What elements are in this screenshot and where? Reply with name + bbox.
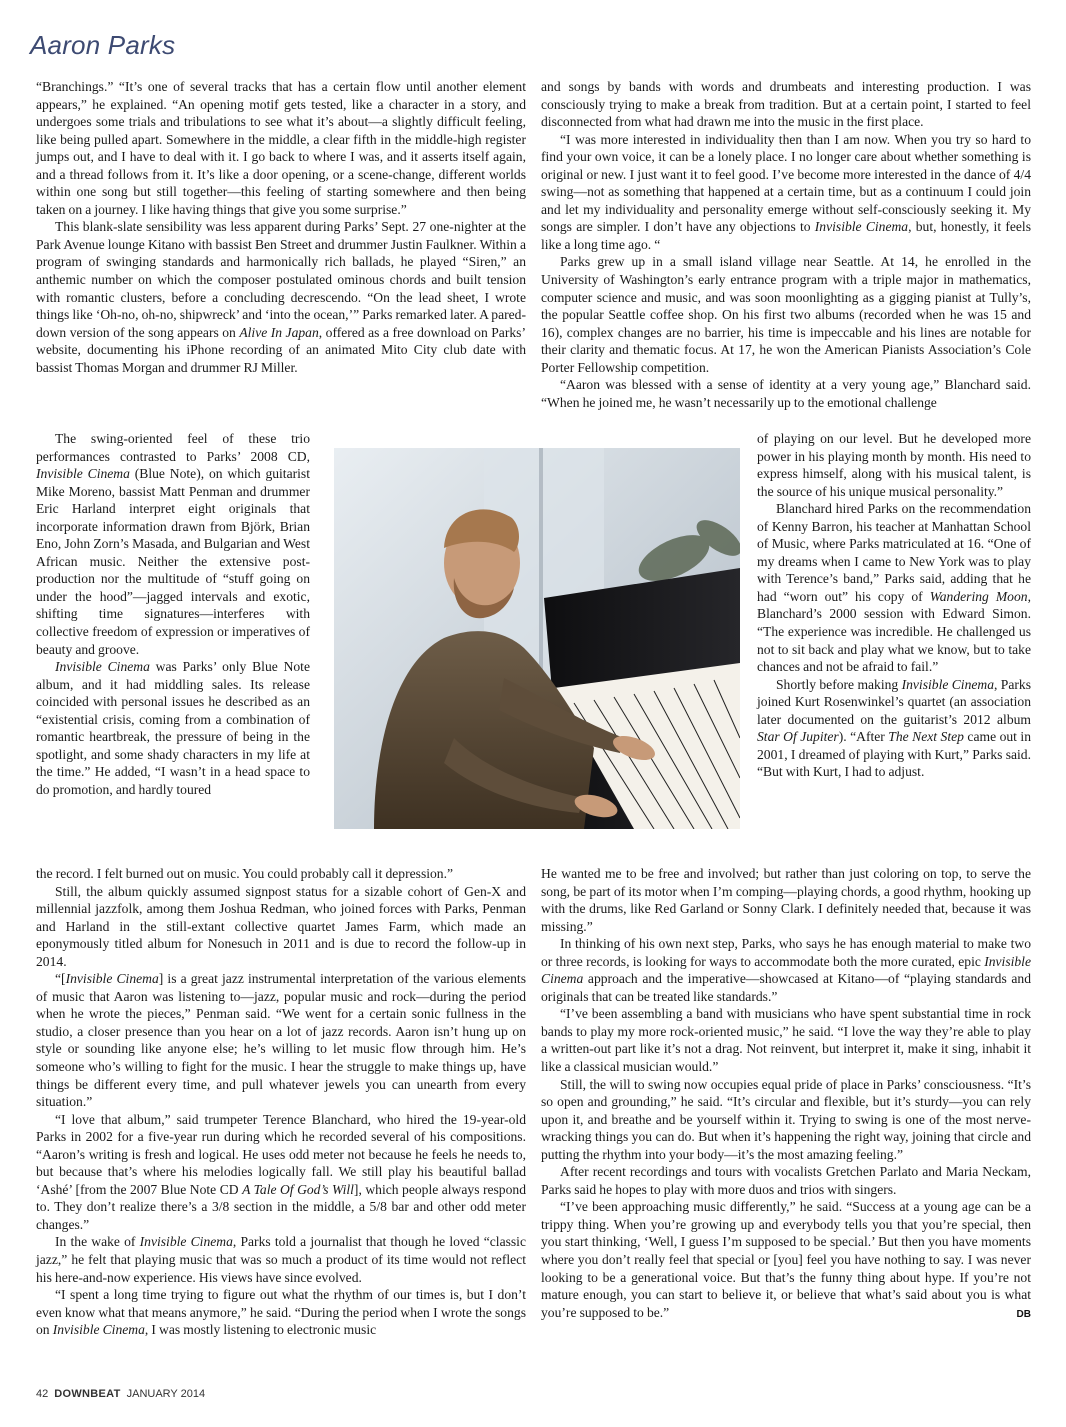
text-run: This blank-slate sensibility was less apparent during Parks’ Sept. 27 one-nighter at the Park Avenue lounge Kitano with bassist Ben Street and drummer Justin Faulkner. Within a program of swinging standards and harmonically rich ballads, he played “Siren,” an anthemic number on which the composer postulated ominous chords and built tension with romantic clusters, before a concluding decrescendo. “On the lead sheet, I wrote things like ‘Oh-no, oh-no, shipwreck’ and ‘into the ocean,’” Parks remarked later. A pared-down version of the song appears on: [36, 219, 526, 340]
album-title: Star Of Jupiter: [757, 729, 839, 745]
text-run: ], which people always respond to. They don’t realize there’s a 3/8 section in the middle, a 5/8 bar and other odd meter changes.”: [36, 1181, 526, 1232]
paragraph: the record. I felt burned out on music. You could probably call it depression.”: [36, 866, 454, 881]
text-run: The swing-oriented feel of these trio performances contrasted to Parks’ 2008 CD,: [36, 431, 310, 464]
album-title: Invisible Cinema: [55, 659, 150, 675]
album-title: Alive In Japan: [239, 324, 319, 340]
page-header-title: Aaron Parks: [30, 30, 176, 60]
right-column-narrow: [757, 430, 1031, 781]
album-title: Invisible Cinema: [541, 953, 1031, 987]
paragraph: [36, 430, 310, 658]
text-run: In thinking of his own next step, Parks, who says he has enough material to make two or three records, is looking for ways to accommodate both the more curated, epic: [541, 936, 1031, 969]
left-column-bottom: [36, 865, 526, 1339]
paragraph: [757, 676, 1031, 781]
album-title: Invisible Cinema: [65, 971, 159, 987]
paragraph: and songs by bands with words and drumbeats and interesting production. I was consciously trying to make a break from tradition. But at a certain point, I started to feel disconnected from what had drawn me into the music in the first place.: [541, 79, 1031, 130]
right-column-bottom: [541, 865, 1031, 1323]
paragraph: [36, 1111, 526, 1234]
paragraph: [36, 1286, 526, 1339]
paragraph: of playing on our level. But he developed more power in his playing month by month. His need to express himself, along with his musical talent, is the source of his unique musical personality.”: [757, 431, 1031, 499]
magazine-name: DOWNBEAT: [54, 1388, 121, 1400]
paragraph: “I’ve been assembling a band with musicians who have spent substantial time in rock bands to play my more rock-oriented music,” he said. “I love the way they’re able to play a written-out part like it’s not a drag. Not reinvent, but interpret it, make it sing, inhabit it like a classical musician would.”: [541, 1006, 1031, 1075]
paragraph: [36, 1233, 526, 1286]
text-run: Shortly before making: [776, 676, 902, 692]
text-run: approach and the imperative—showcased at Kitano—of “playing standards and originals that can be treated like standards.”: [541, 971, 1031, 1004]
text-run: was Parks’ only Blue Note album, and it had middling sales. Its release coincided with personal issues he described as an “existential crisis, coming from a combination of romantic heartbreak, the pressure of being in the spotlight, and some shady characters in my life at the time.” He added, “I wasn’t in a head space to do promotion, and hardly toured: [36, 659, 310, 797]
album-title: Wandering Moon: [929, 588, 1028, 604]
album-title: Invisible Cinema: [139, 1234, 233, 1250]
album-title: Invisible Cinema: [814, 219, 909, 235]
text-run: “I was more interested in individuality then than I am now. When you try so hard to find your own voice, it can be a lonely place. I no longer care about whether something is original or new. I just want it to feel good. I’ve become more interested in the dance of 4/4 swing—not as something that happened at a certain time, but as a continuum I could join and let my individuality and personality emerge without self-consciously seeking it. My songs are simpler. I don’t have any objections to: [541, 131, 1031, 235]
paragraph: Still, the will to swing now occupies equal pride of place in Parks’ consciousness. “It’s so open and grounding,” he said. “It’s circular and flexible, but it’s sturdy—you can rely upon it, and breathe and be yourself within it. Trying to swing is one of the most nerve-wracking things you can do. But when it’s happening the right way, joining that circle and putting the rhythm into your body—it’s the most amazing feeling.”: [541, 1076, 1031, 1162]
text-run: , but, honestly, it feels like a long time ago. “: [541, 219, 1031, 252]
paragraph: “Aaron was blessed with a sense of identity at a very young age,” Blanchard said. “When he joined me, he wasn’t necessarily up to the emotional challenge: [541, 377, 1031, 410]
left-column-top: [36, 78, 526, 376]
album-title: Invisible Cinema: [52, 1322, 145, 1338]
text-run: came out in 2001, I dreamed of playing with Kurt,” Parks said. “But with Kurt, I had to adjust.: [757, 729, 1031, 780]
paragraph: Still, the album quickly assumed signpost status for a sizable cohort of Gen-X and millennial jazzfolk, among them Joshua Redman, who joined forces with Parks, Penman and Harland in the still-extant collective quartet James Farm, which made an eponymously titled album for Nonesuch in 2011 and is due to record the follow-up in 2014.: [36, 883, 526, 969]
text-run: ). “After: [838, 729, 889, 745]
text-run: , Blanchard’s 2000 session with Edward Simon. “The experience was incredible. He challenged us not to sit back and play what we know, but to take chances and not be afraid to fail.”: [757, 588, 1031, 675]
album-title: A Tale Of God’s Will: [242, 1181, 354, 1197]
paragraph: [36, 218, 526, 376]
text-run: In the wake of: [55, 1234, 140, 1250]
paragraph: Parks grew up in a small island village near Seattle. At 14, he enrolled in the University of Washington’s early entrance program with a triple major in mathematics, computer science and music, and was soon moonlighting as a gigging pianist at Tully’s, the popular Seattle coffee shop. On his first two albums (recorded when he was 15 and 16), complex changes are no barrier, his time is impeccable and his lines are notable for their clarity and thematic focus. At 17, he won the American Pianists Association’s Cole Porter Fellowship competition.: [541, 254, 1031, 375]
text-run: (Blue Note), on which guitarist Mike Moreno, bassist Matt Penman and drummer Eric Harland interpret eight originals that incorporate information drawn from Björk, Brian Eno, John Zorn’s Masada, and Bulgarian and West African music. Neither the extensive post-production nor the multitude of “stuff going on under the hood”—jagged intervals and exotic, shifting time signatures—interferes with collective freedom of expression or imperatives of beauty and groove.: [36, 466, 310, 657]
text-run: “[: [55, 971, 66, 987]
text-run: “I love that album,” said trumpeter Terence Blanchard, who hired the 19-year-old Parks in 2002 for a five-year run during which he recorded several of his compositions. “Aaron’s writing is fresh and logical. He uses odd meter not because he feels he needs to, but because that’s where his melodies logically fall. We still play his beautiful ballad ‘Ashé’ [from the 2007 Blue Note CD: [36, 1111, 526, 1197]
paragraph: [541, 935, 1031, 1005]
paragraph: [541, 131, 1031, 254]
end-mark: DB: [1016, 1308, 1031, 1320]
album-title: Invisible Cinema: [901, 676, 995, 692]
paragraph: [36, 658, 310, 798]
paragraph: He wanted me to be free and involved; but rather than just coloring on top, to serve the song, be part of its motor when I’m comping—playing chords, a good rhythm, hooking up with the drums, like Red Garland or Sonny Clark. I definitely needed that, because it was missing.”: [541, 866, 1031, 934]
paragraph: After recent recordings and tours with vocalists Gretchen Parlato and Maria Neckam, Parks said he hopes to play with more duos and trios with singers.: [541, 1164, 1031, 1197]
paragraph: “Branchings.” “It’s one of several tracks that has a certain flow until another element appears,” he explained. “An opening motif gets tested, like a character in a story, and undergoes some trials and tribulations to see what it’s about—a slightly difficult feeling, like being pulled apart. Somewhere in the middle, a clear fifth in the middle-high register jumps out, and I have to deal with it. I go back to where I was, and it asserts itself again, and a thread follows from it. It’s like a door opening, or a scene-change, different worlds within one song but still together—this feeling of starting somewhere and then being taken on a journey. I like having things that give you some surprise.”: [36, 79, 526, 217]
page-footer: [36, 1388, 205, 1400]
text-run: “I spent a long time trying to figure out what the rhythm of our times is, but I don’t even know what that means anymore,” he said. “During the period when I wrote the songs on: [36, 1287, 526, 1338]
page-number: 42: [36, 1388, 49, 1400]
text-run: , I was mostly listening to electronic music: [144, 1322, 377, 1338]
text-run: , Parks told a journalist that though he loved “classic jazz,” he felt that playing music that was so much a product of its time would not reflect his here-and-now experience. His views have since evolved.: [36, 1234, 526, 1285]
text-run: “I’ve been approaching music differently,” he said. “Success at a young age can be a trippy thing. When you’re growing up and everybody tells you that you’re special, then you start thinking, ‘Well, I guess I’m supposed to be special.’ But then you have moments where you don’t really feel that special or [you] feel you have nothing to say. I was never looking to be a generational voice. But that’s the funny thing about hype. If you’re not mature enough, you can start to believe it, or believe that what’s said about you is what you’re supposed to be.”: [541, 1199, 1031, 1320]
paragraph: [36, 970, 526, 1110]
album-title: Invisible Cinema: [36, 466, 130, 482]
text-run: , offered as a free download on Parks’ website, documenting his iPhone recording of an animated Mito City club date with bassist Thomas Morgan and drummer RJ Miller.: [36, 324, 526, 375]
photo-illustration: [334, 448, 740, 829]
album-title: The Next Step: [888, 729, 964, 745]
text-run: ] is a great jazz instrumental interpretation of the various elements of music that Aaron was listening to—jazz, popular music and rock—during the period when he wrote the pieces,” Penman said. “We went for a certain sonic fullness in the studio, a closer presence than you hear on a lot of jazz records. Aaron isn’t hung up on style or sounding like anyone else; he’s willing to let music flow through him. He’s someone who’s willing to fight for the music. I hear the struggle to make things up, have things be different every time, and pull whatever jewels you can unearth from every situation.”: [36, 971, 526, 1110]
right-column-top: [541, 78, 1031, 411]
text-run: Blanchard hired Parks on the recommendation of Kenny Barron, his teacher at Manhattan School of Music, where Parks matriculated at 16. “One of my dreams when I came to New York was to play with Terence’s band,” Parks said, adding that he had “worn out” his copy of: [757, 501, 1031, 604]
left-column-narrow: [36, 430, 310, 798]
paragraph: [757, 500, 1031, 675]
issue-date: JANUARY 2014: [126, 1388, 206, 1400]
article-photo: [334, 448, 740, 829]
text-run: , Parks joined Kurt Rosenwinkel’s quartet (an association later documented on the guitarist’s 2012 album: [757, 676, 1031, 727]
paragraph: [541, 1198, 1031, 1321]
